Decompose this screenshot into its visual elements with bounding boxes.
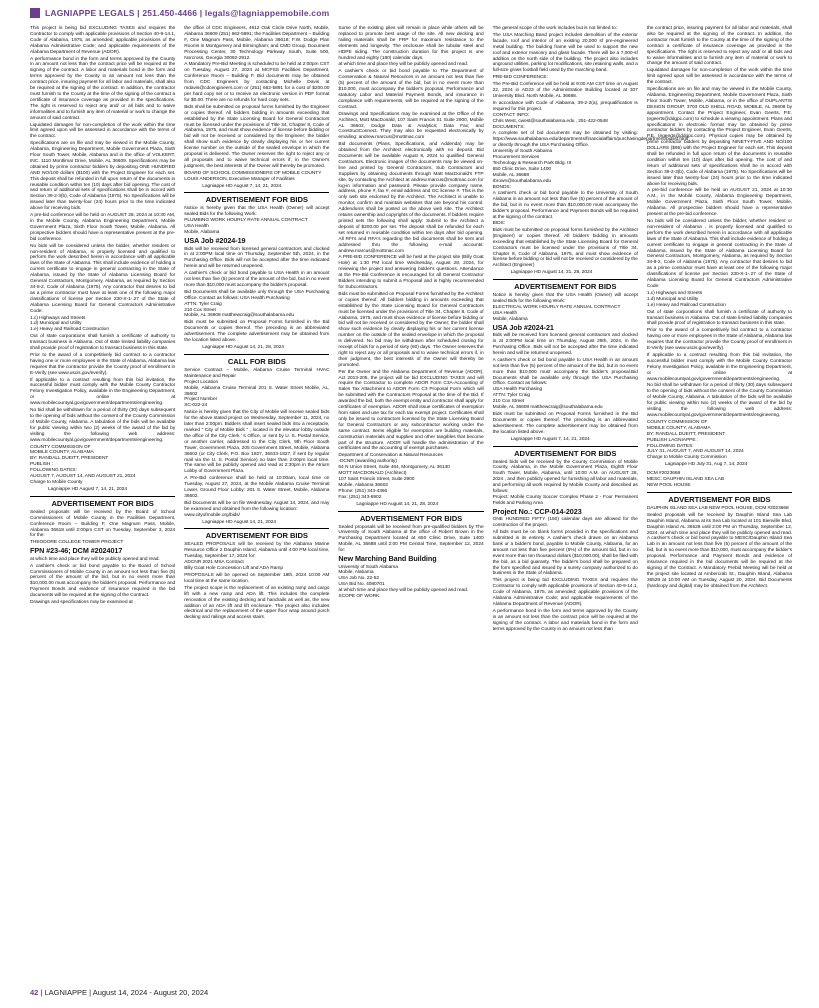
column-2	[184, 26, 329, 984]
notice-paragraph: A cashier's check or bid bond payable to The Department of Conservation & Natural Resources in an amount not less than five (5) percent of the amount of the bid, but in no event more than $10,000, must accompany the bidder's proposal. Performance and statutory Labor and Material Payment Bonds, and insurance in compliance with requirements, will be required at the signing of the Contract.	[338, 69, 484, 110]
notice-paragraph: Prior to the award of a competitively bid contract to a contractor having one or more employees in the State of Alabama, Alabama law requires that the contractor provide the County proof of enrollment in E-Verify (see www.uscis.gov/everify).	[30, 352, 176, 376]
footer-text: | LAGNIAPPE | August 14, 2024 - August 20, 2024	[40, 988, 209, 997]
notice-paragraph: Drawings and specifications may be examined at	[30, 600, 133, 606]
notice-paragraph: SEALED PROPOSALS will be received by the Alabama Marine Resource Office 2 Dauphin Island, Alabama until 4:00 PM local time, Tuesday, September 17, 2024 for: ADCNR 2021 MSA Contract Billy Goat Hole Concession Lift and ADA Ramp	[184, 542, 330, 572]
notice-paragraph: Notice is hereby given that the USA Health (Owner) will accept sealed Bids for the following Work: ELECTRICAL WORK HOURLY RATE ANNUAL CONTRACT USA Health Mobile, Alabama	[492, 293, 638, 322]
notice-paragraph: The Pre-Bid Conference will be held at 9:00 AM CST time on August 22, 2024 in AD23 of the Administration Building located at 307 University Blvd. North Mobile, AL 36688.	[492, 82, 638, 99]
notice-heading: ADVERTISEMENT FOR BIDS	[493, 446, 638, 458]
notice-paragraph: PROPOSALS will be opened on September 18th, 2024 10:00 AM local time at the same location.	[184, 573, 330, 584]
header-text: LAGNIAPPE LEGALS | 251.450-4466 | legals@lagniappemobile.com	[45, 8, 330, 18]
notice-paragraph: the office of CDC Engineers, 4912 Oak Circle Drive North, Mobile, Alabama 36609 (251) 662-5891; the Facilities Department – Building F, One Magnum Pass, Mobile, Alabama 36618; F.W. Dodge Plan Rooms in Montgomery and Birmingham; and CMD Group, Document Processing Center, 30 Technology Parkway South, Suite 500, Norcross, Georgia 30092-2912.	[184, 26, 330, 61]
publication-line: Lagniappe HD August 14, 21, 28, 2024	[356, 501, 439, 507]
notice-paragraph: This project is being bid EXCLUDING TAXES and requires the Contractor to comply with applicable provisions of Section 40-9-14.1, Code of Alabama, 1975, as amended; applicable provisions of the Alabama Administrative Code; and applicable requirements of the Alabama Department of Revenue (ADOR).	[492, 578, 638, 607]
notice-paragraph: Some of the existing piles will remain in place while others will be replaced to promote best usage of the site. All new decking and railing materials shall be FRP for maximum resistance to the elements and longevity. The enclosure shall be tubular steel and HDPE siding. The construction duration for this project is one hundred and eighty (180) calendar days.	[338, 26, 484, 61]
notice-paragraph: In accordance with Code of Alabama, 39-2-2(a), prequalification is required for this project. CONTACT INFO: Chris West, cwest@southalabama.edu , 251-422-0548 DOCUMENTS:	[492, 100, 638, 130]
notice-paragraph: Bid Documents shall be available only through the USA Purchasing Office. Contact as follows: USA Health Purchasing ATTN: Tyler Craig 210 Cox Street Mobile, AL 36608 matthewcraig@southalabama.edu	[184, 289, 330, 319]
notice-paragraph: A cashier's check or bid bond payable to USA Health in an amount not less than five (5) percent of the amount of the bid, but in no event more than $10,000 must accompany the bidder's proposal.Bid Documents shall be available only through the USA Purchasing Office. Contact as follows: USA Health Purchasing ATTN: Tyler Craig 210 Cox Street Mobile, AL 36608 matthewcraig@southalabama.edu	[492, 357, 638, 411]
publication-line: Lagniappe HD August 7, 14, 21, 2024	[510, 436, 590, 442]
notice-paragraph: Out of state corporations shall furnish a certificate of authority to transact business in Alabama. Out of state limited liability companies shall provide proof of registration to transact business in this state.	[646, 309, 793, 327]
notice-paragraph: Specifications are on file and may be viewed in the Mobile County, Alabama, Engineering Department, Mobile Government Plaza, Sixth Floor South Tower, Mobile, Alabama and in the office of VOLKERT, INC. 1110 Montlimar Drive, Mobile, AL 36609. Specifications may be obtained by prime contractor bidders by depositing ONE HUNDRED AND NO/100 dollars ($100) with the Project Engineer for each set. This deposit shall be refunded in full upon return of the documents in reusable condition within ten (10) days after bid opening. The cost of and return of additional sets of specifications shall be in accord with Section 39-2-3(b), Code of Alabama (1975). No Specifications will be issued later than twenty-four (24) hours prior to the time indicated above for receiving bids.	[30, 141, 176, 212]
notice-paragraph: Bids must be submitted on Proposal Forms furnished by the Architect or copies thereof. All bidders bidding in amounts exceeding that established by the State Licensing Board for General Contractors must be licensed under the provisions of Title 34, Chapter 8, Code of Alabama, 1975, and must show evidence of license before bidding or bid will not be received or considered by the Owner; the bidder shall show such evidence by clearly displaying his or her current license number on the outside of the sealed envelope in which the proposal is delivered. No bid may be withdrawn after scheduled closing for receipt of bids for a period of sixty (60) days. The Owner reserves the right to reject any or all proposals and to waive technical errors if, in their judgment, the best interests of the Owner will thereby be promoted.	[338, 291, 484, 368]
page-footer	[30, 988, 208, 997]
publication-line: Lagniappe HD August 14, 21, 28, 2024	[202, 345, 284, 350]
notice-paragraph: Out of state corporations shall furnish a certificate of authority to transact business in Alabama. Out of state limited liability companies shall provide proof of registration to transact business in this state.	[30, 334, 176, 352]
column-3	[338, 26, 483, 984]
legal-columns	[30, 26, 792, 984]
page-header	[30, 6, 329, 20]
notice-paragraph: the contract price, insuring payment for all labor and materials, shall also be required at the signing of the contract. In addition, the contractor must furnish to the County at the time of the signing of the contract a certificate of insurance coverage as provided in the specifications. The right is reserved to reject any and/ or all bids and to waive informalities and to furnish any item of material or work to change the amount of said contract.	[646, 26, 793, 67]
notice-paragraph: Per the Owner and the Alabama Department of Revenue (ADOR), Act 2013-205, the project will be bid EXCLUDING TAXES and will require the Contractor to complete ADOR Form C3A-Accounting of Sales Tax Attachment to ADOR Form C3 Proposal Form which will be submitted with the Contractors Proposal at the time of the Bid. If awarded the bid, both the exempt entity and contractor shall apply for certificates of exemption. ADOR shall issue certificates of exemption from sales and use tax for each tax exempt project. Certificates shall only be issued to contractors licensed by the State Licensing Board for General Contractors or any subcontractor working under the same contract. Items eligible for exemption are building materials, construction materials and supplies and other tangibles that become part of the structure. ADOR will handle the administration of the certificates and the accounting of exempt purchases.	[338, 369, 484, 452]
notice-paragraph: No bids will be considered unless the bidder, whether resident or non-resident of Alabama, is properly licensed and qualified to perform the work described herein in accordance with all applicable laws of the State of Alabama. This shall include evidence of holding a current certificate to engage in general contracting in the State of Alabama, issued by the State of Alabama Licensing Board for General Contractors, Montgomery, Alabama, as required by Section 34-8-2, Code of Alabama (1975). Any contractor that desires to bid as a prime contractor must have at least one of the following major classifications of license per Section 230-X-1-.27 of the State of Alabama Licensing Board for General Contractors Administrative Code:	[30, 243, 176, 314]
notice-paragraph: DAUPHIN ISLAND SEA LAB NEW POOL HOUSE, DCM #2023668	[646, 505, 789, 511]
notice-subheading: USA Job #2024-19	[184, 236, 246, 245]
notice-heading: ADVERTISEMENT FOR BIDS	[338, 511, 483, 523]
notice-paragraph: Bids will be received from licensed general contractors and clocked in at 2:00PM local time on Thursday, September 5th, 2024, in the Purchasing Office. Bids will not be accepted after the time indicated herein and will be returned unopened.	[184, 246, 330, 270]
notice-paragraph: Bid documents (Plans, Specifications, and Addenda) may be obtained from the Architect electronically with no deposit. Bid Documents will be available August 8, 2024 to qualified General Contractors. Electronic images of the documents may be viewed on-line and printed by General Contractors, Sub Contractors and Suppliers by obtaining documents through Matt MacDonald's FTP site, by contacting the Architect at andrew.marcus@mottmac.com for log-in information and password. Please provide company name, address, phone #, fax #, email address and GC license #. This is the only web site endorsed by the Architect. The Architect is unable to monitor, confirm and maintain websites that are beyond his control. Addendums shall be posted on the above web site. The Architect retains ownership and copyrights of the documents. If bidders require printed sets the following shall apply: Submit to the Architect a deposit of $200.00 per set. The deposit shall be refunded for each set returned in reusable condition within ten days after bid opening. All RFI's and RFA's regarding the bid documents shall be sent and addressed thru the following e-mail accounts: andrew.marcus@mottmac.com	[338, 142, 484, 254]
notice-paragraph: All bids must be on blank forms provided in the specifications and submitted in its entirety. A cashier's check drawn on an Alabama bank or a bidder's bond, payable to Mobile County, Alabama, for an amount not less than five percent (5%) of the amount bid, but in no event more than ten thousand dollars ($10,000.00), shall be filed with the bid, as a bid guaranty. The bidder's bond shall be prepared on the form specified and issued by a surety company authorized to do business in the State of Alabama.	[492, 530, 638, 577]
notice-paragraph: A cashier's check or bid bond payable to the University of South Alabama in an amount not less than five (5) percent of the amount of the bid, but in no event more than $10,000.00 must accompany the bidder's proposal. Performance and Payment Bonds will be required at the signing of the contract. BIDS:	[492, 191, 638, 226]
notice-subheading: New Marching Band Building	[338, 554, 437, 564]
notice-paragraph: A Pre-Bid conference shall be held at 10:00am, local time on Tuesday, August 27, 2024, at the Mobile Alabama Cruise Terminal Lower, Ground Floor Lobby: 201 S. Water Street, Mobile, Alabama 36602.	[184, 476, 330, 499]
notice-paragraph: A cashier's check or bid bond payable to USA Health in an amount not less than five (5) percent of the amount of the bid, but in no event more than $10,000 must accompany the bidder's proposal.	[184, 271, 330, 288]
notice-paragraph: BOARD OF SCHOOL COMMISSIONERS OF MOBILE COUNTY LOUIS ANDERSON, Executive Manager of Facilities	[184, 170, 322, 182]
notice-paragraph: A complete set of bid documents may be obtained by visiting: https://www.southalabama.edu/departments/financialaffairs/purchasingdepartment/bidlist.html or directly through the USA Purchasing Office. University of South Alabama Procurement Services Technology & Research Park Bldg. III 650 Clinic Drive, Suite 1400 Mobile, AL 36688 rbrown@southalabama.edu BONDS:	[492, 131, 689, 190]
notice-paragraph: The USA Marching Band project includes demolition of the exterior facade, roof and interior of an existing 20,000 sf pre-engineered metal building. The building frame will be used to support the new roof and exterior masonry and glass facade. There will be a 7,000-sf addition on the north side of the building. The project also includes unground utilities, parking lot modifications, site retaining walls, and a full-size grass football field used by the marching band.	[492, 32, 638, 74]
notice-paragraph: Specifications are on file and may be viewed in the Mobile County, Alabama, Engineering Department, Mobile Government Plaza, Sixth Floor South Tower, Mobile, Alabama, or in the office of DUPLANTIS DESIGN GROUP, 3703 OLD SHELL ROAD, MOBILE, AL 36608 by appointment. Contact the Project Engineer, Evan Geerts, P.E. (egeerts@ddgpc.com) to schedule a viewing appointment. Plans and specifications in electronic format may be obtained by prime contractor bidders by contacting the Project Engineer, Evan Geerts, P.E. (egeerts@ddgpc.com). Physical copies may be obtained by prime contractor bidders by depositing NINETY-FIVE AND NO/100 DOLLARS ($95) with the Project Engineer for each set. This deposit shall be refunded in full upon return of the documents in reusable condition within ten (10) days after bid opening. The cost of and return of additional sets of specifications shall be in accord with Section 39-2-3(b), Code of Alabama (1975). No Specifications will be issued later than twenty-four (24) hours prior to the time indicated above for receiving bids.	[646, 87, 793, 187]
notice-heading: ADVERTISEMENT FOR BIDS	[30, 496, 175, 508]
notice-paragraph: Liquidated damages for non-completion of the work within the time limit agreed upon will be assessed in accordance with the terms of the contract.	[646, 68, 793, 86]
notice-paragraph: Liquidated damages for non-completion of the work within the time limit agreed upon will be assessed in accordance with the terms of the contract.	[30, 122, 176, 140]
notice-subheading: USA Job #2024-21	[492, 322, 554, 332]
header-square-icon	[30, 8, 40, 18]
publication-line: Lagniappe HD August 14, 21, 2024	[202, 519, 277, 525]
notice-paragraph: No bid shall be withdrawn for a period of thirty (30) days subsequent to the opening of bids without the consent of the County Commission of Mobile County, Alabama. A tabulation of the bids will be available for public viewing within two (2) weeks of the award of the bid by visiting the following web address: www.mobilecountyal.gov/government/departments/engineering.	[30, 408, 176, 443]
notice-paragraph: DCM #2023668 MESC: DAUPHIN ISLAND SEA LAB NEW POOL HOUSE	[646, 471, 725, 488]
column-5	[647, 26, 792, 984]
notice-paragraph: A Mandatory Pre-Bid Meeting is scheduled to be held at 2:00pm CST on Tuesday, August 27, 2024 at MCPSS Facilities Department, Conference Room – Building F. Bid documents may be obtained from CDC Engineers by contacting Michelle Davis at mdavis@cdcengineers.com or (251) 662-5891 for a cost of $200.00 per hard copy set or to receive an electronic version in PDF format for $0.00. There are no refunds for hard copy sets.	[184, 62, 330, 103]
notice-paragraph: Drawings and Specifications may be examined at the Office of the Architect, Mott MacDonald, 107 Saint Francis St. Suite 2900, Mobile AL 36602, Dodge Data & Analytics; Data Fax; and ConstructConnect. They may also be requested electronically by emailing: andrew.marcus@mottmac.com	[338, 111, 484, 141]
notice-subheading: Project No.: CCP-014-2023	[492, 506, 582, 516]
notice-paragraph: Bids will be received from licensed general contractors and clocked in at 2:00PM local time on Thursday, August 29th, 2024, in the Purchasing Office. Bids will not be accepted after the time indicated herein and will be returned unopened.	[492, 333, 638, 356]
notice-paragraph: at which time and place they will be publicly opened and read.	[338, 62, 469, 68]
notice-paragraph: A cashier's check or bid bond payable to the Board of School Commissioners of Mobile County in an amount not less than five (5) percent of the amount of the bid, but in no event more than $10,000.00 must accompany the bidder's proposal. Performance and Payment Bonds and evidence of insurance required in the bid documents will be required at the signing of the Contract.	[30, 563, 176, 599]
notice-paragraph: Department of Conservation & Natural Resources -DCNR (awarding authority) 64 N Union Street, Suite 464, Montgomery, AL 36130 MOTT MACDONALD (Architect) 107 Saint Francis Street, Suite 2900 Mobile, Alabama 36602 Phone: (251) 343-4366 Fax: (251) 343-6902	[338, 453, 450, 500]
notice-paragraph: COUNTY COMMISSION OF MOBILE COUNTY, ALABAMA BY: RANDALL DUEITT, PRESIDENT PUBLISH : FOLLOWING DATES: AUGUST 7, AUGUST 14, AND AUGUST 21, 2024 Charge to Mobile County	[30, 444, 136, 485]
notice-paragraph: Notice is hereby given that the USA Health (Owner) will accept sealed Bids for the following Work: PLUMBING WORK HOURLY RATE ANNUAL CONTRACT USA Health Mobile, Alabama	[184, 206, 330, 236]
notice-paragraph: 1.c) Highways and Streets 1.d) Municipal and Utility 1.e) Heavy and Railroad Construction	[30, 315, 109, 333]
notice-paragraph: A pre-bid conference will be held on AUGUST 21, 2024 at 10:30 A.M., in the Mobile County, Alabama Engineering Department, Mobile Government Plaza, Sixth Floor South Tower, Mobile, Alabama. All prospective bidders should have a representative present at the pre-bid conference.	[646, 188, 793, 218]
publication-line: Lagniappe HD August 14, 21, 28, 2024	[510, 270, 593, 276]
notice-subheading: FPN #23-46; DCM #2024017	[30, 546, 123, 556]
notice-paragraph: Bids must be submitted on Proposal Forms furnished in the Bid Documents or copies thereof. The preceding is an abbreviated advertisement. The complete advertisement may be obtained from the location listed above.	[492, 411, 638, 435]
notice-paragraph: Notice is hereby given that the City of Mobile will receive sealed bids for the above stated project on Wednesday, September 11, 2024, no later than 2:00pm. Bidders shall insert sealed bids into a receptacle, marked " City of Mobile Bids " , located in the elevator lobby outside the office of the City Clerk ' s Office, or sent by U. S. Postal Service, or another carrier, addressed to the City Clerk, 9th Floor South Tower, Government Plaza, 205 Government Street, Mobile, Alabama 36602 (or City Clerk, P.O. Box 1827, 36633-1827, if sent by regular mail via the U. S. Postal Service) no later than 2:00pm local time. The same will be publicly opened and read at 2:30pm in the Atrium Lobby of Government Plaza.	[184, 410, 330, 475]
publication-line: Lagniappe HD July 31, Aug 7, 14, 2024	[664, 462, 748, 468]
notice-paragraph: Service Contract – Mobile, Alabama Cruise Terminal HVAC Maintenance and Repair Project Location Mobile, Alabama Cruise Terminal 201 S. Water Street Mobile, AL, 36602 Project Number SC-022-24	[184, 367, 330, 409]
notice-paragraph: The general scope of the work includes but is not limited to:	[492, 26, 617, 31]
notice-paragraph: Sealed bids will be received by the County Commission of Mobile County, Alabama, in the Mobile Government Plaza, Eighth Floor South Tower, Mobile, Alabama, until 10:00 A.M. on AUGUST 28, 2024 , and then publicly opened for furnishing all labor and materials, and performing all work required by Mobile County and described as follows: Project: Mobile County Soccer Complex Phase 2 - Four Permanent Fields and Parking Area	[492, 459, 638, 506]
notice-paragraph: Bids must be submitted on proposal forms furnished by the Architect (Engineer) or copies thereof. All bidders bidding in amounts exceeding that established by the State Licensing Board for General Contractors must be licensed under the provisions of Title 34, Chapter 8, Code of Alabama, 1975, and must show evidence of license before bidding or bid will not be received or considered by the Architect (Engineer)	[492, 227, 638, 269]
notice-paragraph: No bids will be considered unless the bidder, whether resident or non-resident of Alabama , is properly licensed and qualified to perform the work described herein in accordance with all applicable laws of the State of Alabama. This shall include evidence of holding a current certificate to engage in general contracting in the State of Alabama, issued by the State of Alabama Licensing Board for General Contractors, Montgomery, Alabama, as required by Section 34-8-2, Code of Alabama (1975). Any contractor that desires to bid as a prime contractor must have at least one of the following major classifications of license per Section 230-X-1-.27 of the State of Alabama Licensing Board for General Contractors Administrative Code:	[646, 219, 793, 289]
notice-paragraph: ONE HUNDRED FIFTY (150) calendar days are allowed for the construction of the project.	[492, 517, 638, 529]
notice-paragraph: No bid shall be withdrawn for a period of thirty (30) days subsequent to the opening of bids without the consent of the County Commission of Mobile County, Alabama. A tabulation of the bids will be available for public viewing within two (2) weeks of the award of the bid by visiting the following web address: www.mobilecountyal.gov/government/departments/engineering.	[646, 383, 793, 418]
notice-paragraph: The project scope is the replacement of an existing ramp and cargo lift with a new ramp and ADA lift. This includes the complete renovation of the existing decking and handrails as well as, the new addition of an ADA lift and lift enclosure. The project also includes electrical and the replacement of the upper floor wrap around porch decking and railings and access stairs.	[184, 585, 330, 621]
notice-paragraph: Bid Documents will be on file Wednesday, August 14, 2024, and may be examined and obtained from the following location: www.cityofmobile.org/bids/	[184, 500, 330, 518]
notice-paragraph: Bids must be submitted on Proposal Forms furnished in the Bid Documents or copies thereof. The preceding is an abbreviated advertisement. The complete advertisement may be obtained from the location listed above.	[184, 320, 330, 344]
column-1	[30, 26, 175, 984]
notice-paragraph: 1.c) Highways and Streets 1.d) Municipal and Utility 1.e) Heavy and Railroad Construction	[646, 290, 726, 308]
notice-paragraph: This project is being bid EXCLUDING TAXES and requires the Contractor to comply with applicable provisions of Section 40-9-14.1, Code of Alabama, 1975, as amended; applicable provisions of the Alabama Administrative Code; and applicable requirements of the Alabama Department of Revenue (ADOR).	[30, 26, 176, 55]
notice-paragraph: A pre-bid conference will be held on AUGUST 28, 2024 at 10:30 AM, in the Mobile County, Alabama Engineering Department, Mobile Government Plaza, Sixth Floor South Tower, Mobile, Alabama. All prospective bidders should have a representative present at the pre-bid conference.	[30, 213, 176, 242]
notice-paragraph: A performance bond in the form and terms approved by the County in an amount not less than the contract price will be required at the signing of the contract. A labor and materials bond in the form and terms approved by the County in an amount not less than the contract price, insuring payment for all labor and materials, shall also be required at the signing of the contract. In addition, the contractor must furnish to the County at the time of the signing of the contract a certificate of insurance coverage as provided in the specifications. The right is reserved to reject any and/ or all bids and to waive informalities and to furnish any item of material or work to change the amount of said contract.	[30, 56, 176, 121]
notice-paragraph: If applicable to a contract resulting from this bid invitation, the successful bidder must comply with the Mobile County Contractor Felony Investigation Policy, available in the Engineering Department, or online at www.mobilecountyal.gov/government/departments/engineering.	[30, 377, 176, 407]
notice-paragraph: Sealed proposals will be received by the Board of School Commissioners of Mobile County in the Facilities Department, Conference Room – Building F, One Magnum Pass, Mobile, Alabama 36618 until 2:00pm CST on Tuesday, September 3, 2024 for the:	[30, 509, 176, 539]
notice-heading: CALL FOR BIDS	[184, 354, 329, 366]
page-number: 42	[30, 988, 39, 997]
notice-heading: ADVERTISEMENT FOR BIDS	[184, 528, 329, 540]
notice-paragraph: COUNTY COMMISSION OF MOBILE COUNTY, ALABAMA BY: RANDALL DUEITT, PRESIDENT PUBLISH LAGNIAPPE : FOLLOWING DATES: JULY 31, AUGUST 7, AND AUGUST 14, 2024 Charge to Mobile County Commission	[646, 419, 744, 461]
publication-line: Lagniappe HD August 7, 14, 21, 2024	[202, 183, 282, 189]
notice-paragraph: Sealed proposals will be received by Dauphin Island Sea Lab Dauphin Island, Alabama at its Sea Lab located at 101 Bienville Blvd, Dauphin Island AL 36528 until 2:00 PM on Thursday, September 12, 2024, at which time and place they will be publicly opened and read. A cashier's check or bid bond payable to MESC/Dauphin Island Sea Lab in an amount not less than five (5) percent of the amount of the bid, but in no event more than $10,000, must accompany the bidder's proposal. Performance and Payment Bonds and evidence of insurance required in the bid documents will be required at the signing of the Contract. A Mandatory Prebid Meeting will be held at the project site located at Ambercrab St., Dauphin Island, Alabama 36528 at 10:00 AM on Tuesday, August 20, 2024. Bid Documents (hardcopy and digital) may be obtained from the Architect.	[646, 512, 793, 589]
notice-heading: ADVERTISEMENT FOR BIDS	[184, 192, 329, 204]
notice-paragraph: A performance bond in the form and terms approved by the County in an amount not less than the contract price will be required at the signing of the contract. A labor and materials bond in the form and terms approved by the County in an amount not less than	[492, 608, 638, 632]
notice-paragraph: THEODORE COLLEGE TOWER PROJECT	[30, 540, 124, 546]
notice-paragraph: Prior to the award of a competitively bid contract to a contractor having one or more employees in the State of Alabama, Alabama law requires that the contractor provide the County proof of enrollment in E-Verify (see www.uscis.gov/everify).	[646, 328, 793, 352]
notice-heading: ADVERTISEMENT FOR BIDS	[647, 492, 792, 504]
publication-line: Lagniappe HD August 7, 14, 21, 2024	[48, 486, 128, 492]
notice-paragraph: A PRE-BID CONFERENCE will be held at the project site (Billy Goat Hole) at 1:30 PM local time Wednesday, August 28, 2024, for reviewing the project and answering bidder's questions. Attendance at the Pre-Bid Conference is encouraged for all General Contractor Bidders intending to submit a Proposal and is highly recommended for Subcontractors.	[338, 255, 484, 290]
notice-heading: ADVERTISEMENT FOR BIDS	[493, 279, 638, 291]
notice-paragraph: PRE-BID CONFERENCE:	[492, 75, 548, 81]
notice-paragraph: Bids shall be submitted on proposal forms furnished by the Engineer or copies thereof. All bidders bidding in amounts exceeding that established by the State Licensing Board for General Contractors must be licensed under the provisions of Title 34, Chapter 8, Code of Alabama, 1975, and must show evidence of license before bidding or bid will not be received or considered by the Engineer; the bidder shall show such evidence by clearly displaying his or her current license number on the outside of the sealed envelope in which the proposal is delivered. The Owner reserves the right to reject any or all proposals and to waive technical errors if, in the Owner's judgment, the best interests of the Owner will thereby be promoted.	[184, 104, 330, 169]
notice-paragraph: at which time and place they will be publicly opened and read.	[30, 556, 160, 562]
notice-paragraph: Sealed proposals will be received from pre-qualified bidders by The University of South Alabama at the office of Robert Brown in the Purchasing Department located at 650 Clinic Drive, Suite 1400 Mobile, AL 36688 until 2:00 PM Central Time, September 12, 2024 for:	[338, 524, 484, 554]
notice-paragraph: If applicable to a contract resulting from this bid invitation, the successful bidder must comply with the Mobile County Contractor Felony Investigation Policy, available in the Engineering Department, or online at www.mobilecountyal.gov/government/departments/engineering.	[646, 352, 793, 382]
notice-paragraph: University of South Alabama Mobile, Alabama USA Job No. 22-52 USA Bid No. 4080701 at which time and place they will be publicly opened and read. SCOPE OF WORK:	[338, 564, 469, 600]
